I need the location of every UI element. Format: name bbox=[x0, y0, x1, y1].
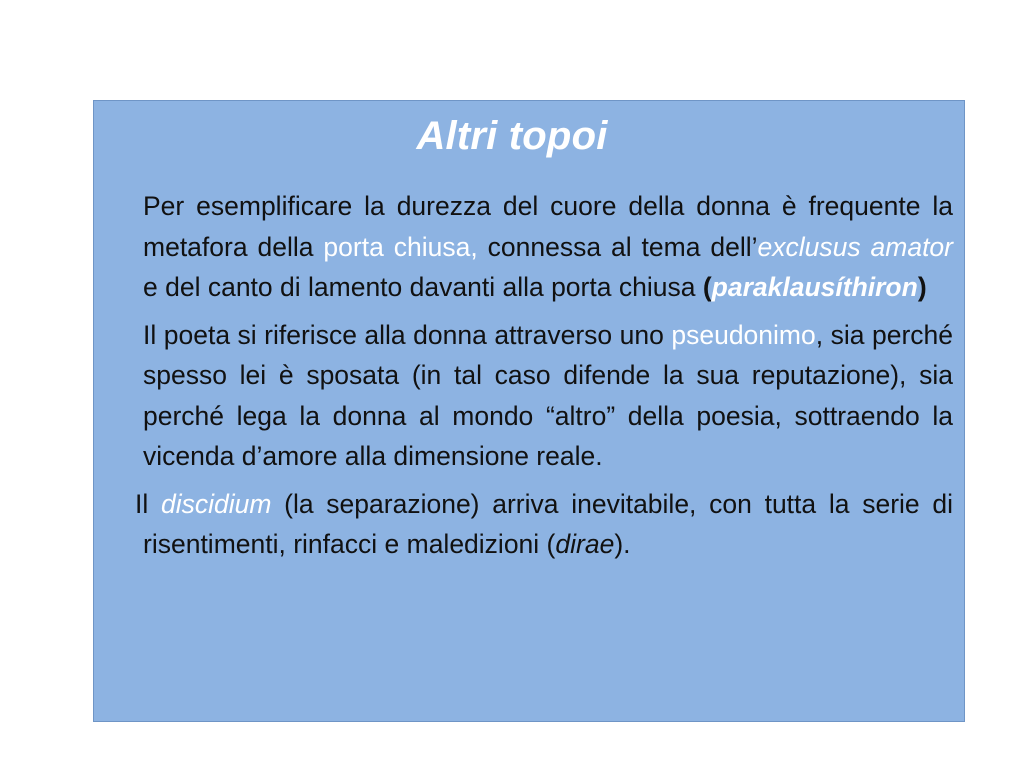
text-segment: connessa al tema dell’ bbox=[477, 231, 758, 262]
highlight-paraklausithiron: paraklausíthiron bbox=[711, 272, 918, 302]
text-segment: Il bbox=[135, 488, 161, 519]
highlight-pseudonimo: pseudonimo bbox=[671, 319, 816, 350]
slide-body bbox=[135, 186, 953, 572]
slide-title: Altri topoi bbox=[416, 114, 608, 158]
text-segment: (la separazione) arriva inevitabile, con tutta la serie di risentimenti, rinfacci e maledizioni ( bbox=[143, 488, 953, 559]
text-segment: Il poeta si riferisce alla donna attraverso uno bbox=[143, 319, 672, 350]
text-segment: Per esemplificare la durezza del cuore della donna è frequente la metafora della bbox=[143, 191, 953, 262]
highlight-exclusus-amator: exclusus amator bbox=[757, 231, 953, 262]
text-segment: e del canto di lamento davanti alla porta chiusa bbox=[143, 272, 703, 302]
paragraph-porta-chiusa bbox=[143, 186, 953, 308]
paren-open: ( bbox=[702, 272, 712, 302]
paragraph-pseudonimo bbox=[143, 315, 953, 477]
text-segment: ). bbox=[614, 529, 631, 559]
highlight-discidium: discidium bbox=[160, 488, 272, 519]
paren-close: ) bbox=[917, 272, 927, 302]
paragraph-discidium bbox=[135, 484, 953, 565]
italic-dirae: dirae bbox=[555, 529, 615, 559]
text-segment: , sia perché spesso lei è sposata (in tal caso difende la sua reputazione), sia perché lega la donna al mondo “altro” della poesia, sottraendo la vicenda d’amore alla dimensione reale. bbox=[143, 319, 953, 471]
highlight-porta-chiusa: porta chiusa, bbox=[323, 231, 478, 262]
